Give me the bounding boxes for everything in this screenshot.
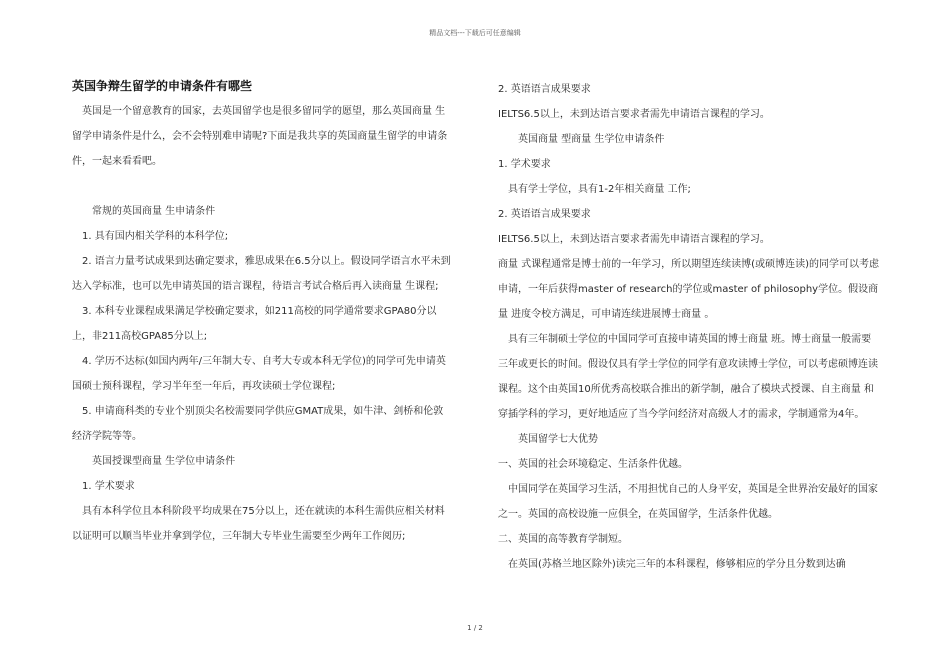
body-paragraph: 具有三年制硕士学位的中国同学可直接申请英国的博士商量 班。博士商量一般需要三年或更长的时间。假设仅具有学士学位的同学有意攻读博士学位，可以考虑硕博连读课程。这个由英国10所优秀高校联合推出的新学制，融合了模块式授课、自主商量 和穿插学科的学习，更好地适应了当今学问经济对高级人才的需求，学制通常为4年。 bbox=[498, 334, 878, 420]
list-item: 3. 本科专业课程成果满足学校确定要求，如211高校的同学通常要求GPA80分以上，非211高校GPA85分以上; bbox=[72, 306, 437, 342]
section-heading-taught-masters: 英国授课型商量 生学位申请条件 bbox=[92, 456, 236, 467]
intro-paragraph: 英国是一个留意教育的国家，去英国留学也是很多留同学的愿望，那么英国商量 生留学申请条件是什么，会不会特别难申请呢?下面是我共享的英国商量生留学的申请条件，一起来看看吧。 bbox=[72, 106, 448, 167]
document-title: 英国争辩生留学的申请条件有哪些 bbox=[72, 79, 253, 93]
list-item: 2. 英语语言成果要求 bbox=[498, 209, 591, 220]
list-item: 2. 语言力量考试成果到达确定要求，雅思成果在6.5分以上。假设同学语言水平未到达入学标准，也可以先申请英国的语言课程，待语言考试合格后再入读商量 生课程; bbox=[72, 256, 451, 292]
section-heading-regular-requirements: 常规的英国商量 生申请条件 bbox=[92, 206, 216, 217]
body-paragraph: 具有本科学位且本科阶段平均成果在75分以上，还在就读的本科生需供应相关材料以证明可以顺当毕业并拿到学位，三年制大专毕业生需要至少两年工作阅历; bbox=[72, 506, 445, 542]
body-paragraph: IELTS6.5以上，未到达语言要求者需先申请语言课程的学习。 bbox=[498, 109, 770, 120]
page-header: 精品文档---下载后可任意编辑 bbox=[429, 29, 521, 37]
section-heading-advantages: 英国留学七大优势 bbox=[518, 434, 598, 445]
right-column bbox=[498, 77, 880, 577]
body-paragraph: 中国同学在英国学习生活，不用担忧自己的人身平安，英国是全世界治安最好的国家之一。英国的高校设施一应俱全，在英国留学，生活条件优越。 bbox=[498, 484, 878, 520]
section-heading-research-masters: 英国商量 型商量 生学位申请条件 bbox=[518, 134, 665, 145]
list-item: 1. 学术要求 bbox=[498, 159, 551, 170]
list-item: 4. 学历不达标(如国内两年/三年制大专、自考大专或本科无学位)的同学可先申请英国硕士预科课程，学习半年至一年后，再攻读硕士学位课程; bbox=[72, 356, 446, 392]
body-paragraph: 在英国(苏格兰地区除外)读完三年的本科课程，修够相应的学分且分数到达确 bbox=[508, 559, 846, 570]
blank-line bbox=[72, 174, 452, 199]
body-paragraph: 具有学士学位，具有1-2年相关商量 工作; bbox=[508, 184, 691, 195]
page-number: 1 / 2 bbox=[467, 624, 483, 632]
list-item: 二、英国的高等教育学制短。 bbox=[498, 534, 628, 545]
body-paragraph: IELTS6.5以上，未到达语言要求者需先申请语言课程的学习。 bbox=[498, 234, 770, 245]
list-item: 1. 学术要求 bbox=[82, 481, 135, 492]
left-column bbox=[72, 77, 452, 549]
list-item: 一、英国的社会环境稳定、生活条件优越。 bbox=[498, 459, 688, 470]
list-item: 2. 英语语言成果要求 bbox=[498, 84, 591, 95]
body-paragraph: 商量 式课程通常是博士前的一年学习，所以期望连续读博(或硕博连读)的同学可以考虑申请，一年后获得master of research的学位或master of philosophy学位。假设商量 进度令校方满足，可申请连续进展博士商量 。 bbox=[498, 259, 879, 320]
list-item: 1. 具有国内相关学科的本科学位; bbox=[82, 231, 229, 242]
list-item: 5. 申请商科类的专业个别顶尖名校需要同学供应GMAT成果，如牛津、剑桥和伦敦经济学院等等。 bbox=[72, 406, 444, 442]
